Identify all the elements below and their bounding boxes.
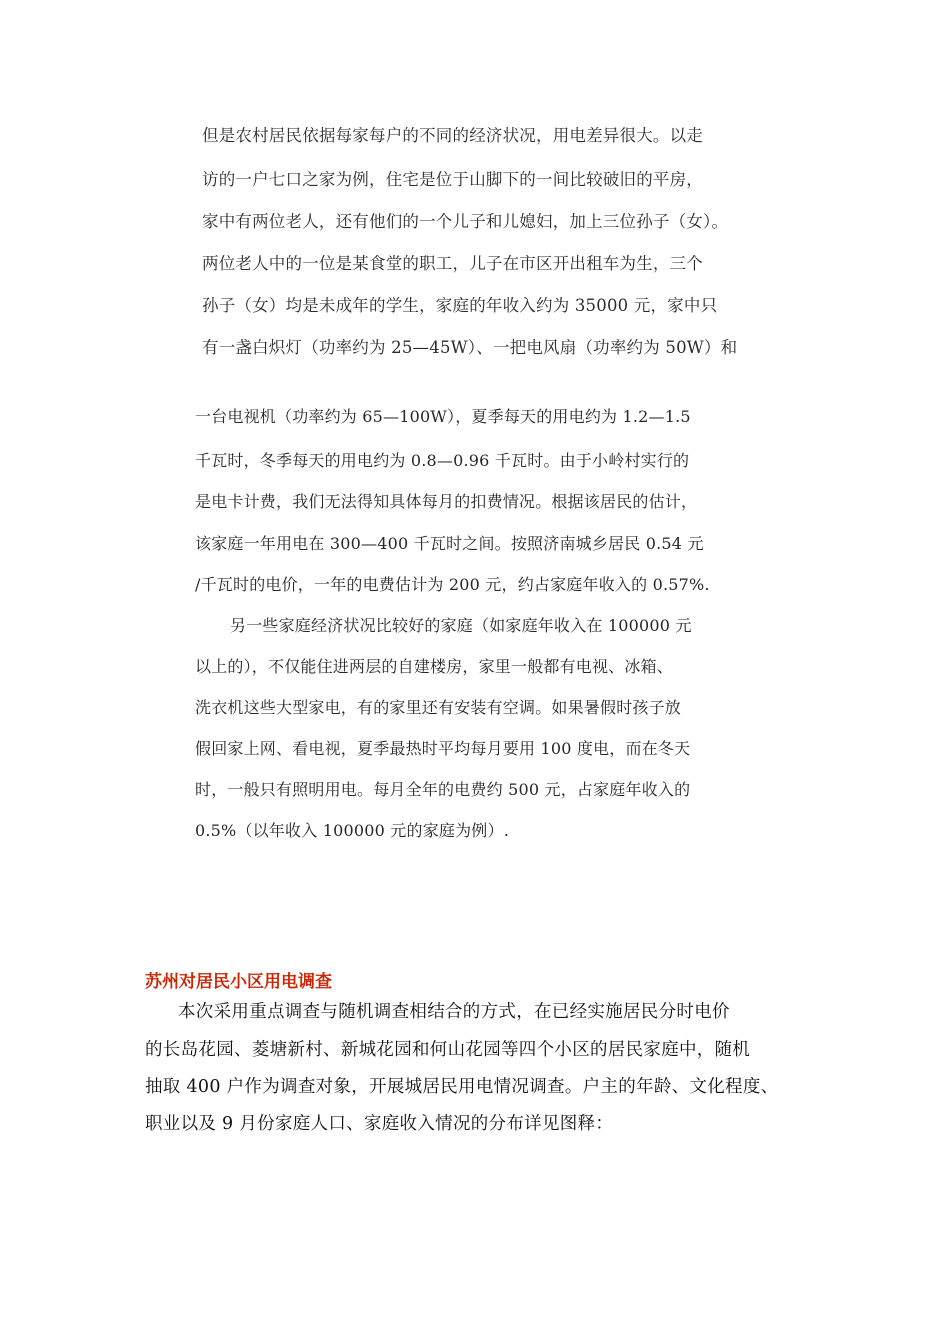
body-line-3: 抽取 400 户作为调查对象，开展城居民用电情况调查。户主的年龄、文化程度、 — [145, 1077, 779, 1097]
scan-line-4: 两位老人中的一位是某食堂的职工，儿子在市区开出租车为生，三个 — [202, 254, 703, 273]
scan-line-2: 访的一户七口之家为例，住宅是位于山脚下的一间比较破旧的平房， — [202, 170, 703, 189]
body-line-4: 职业以及 9 月份家庭人口、家庭收入情况的分布详见图释： — [145, 1114, 614, 1134]
scan-line-1: 但是农村居民依据每家每户的不同的经济状况，用电差异很大。以走 — [202, 126, 703, 145]
scan-line-5: 孙子（女）均是未成年的学生，家庭的年收入约为 35000 元，家中只 — [202, 296, 718, 315]
body-line-1: 本次采用重点调查与随机调查相结合的方式，在已经实施居民分时电价 — [178, 1002, 730, 1022]
scan-line-6: 有一盏白炽灯（功率约为 25—45W）、一把电风扇（功率约为 50W）和 — [202, 338, 738, 357]
scan-line-8: 千瓦时，冬季每天的用电约为 0.8—0.96 千瓦时。由于小岭村实行的 — [195, 451, 690, 470]
scan-line-11: /千瓦时的电价，一年的电费估计为 200 元，约占家庭年收入的 0.57%. — [195, 575, 710, 594]
scan-line-7: 一台电视机（功率约为 65—100W），夏季每天的用电约为 1.2—1.5 — [195, 407, 691, 426]
scan-line-13: 以上的），不仅能住进两层的自建楼房，家里一般都有电视、冰箱、 — [195, 657, 674, 676]
scan-line-15: 假回家上网、看电视，夏季最热时平均每月要用 100 度电，而在冬天 — [195, 739, 691, 758]
scan-line-12: 另一些家庭经济状况比较好的家庭（如家庭年收入在 100000 元 — [230, 616, 692, 635]
scan-line-9: 是电卡计费，我们无法得知具体每月的扣费情况。根据该居民的估计， — [195, 492, 698, 511]
body-line-2: 的长岛花园、菱塘新村、新城花园和何山花园等四个小区的居民家庭中，随机 — [145, 1040, 751, 1060]
scan-line-14: 洗衣机这些大型家电，有的家里还有安装有空调。如果暑假时孩子放 — [195, 698, 682, 717]
scan-line-17: 0.5%（以年收入 100000 元的家庭为例）. — [195, 821, 509, 840]
scan-line-3: 家中有两位老人，还有他们的一个儿子和儿媳妇，加上三位孙子（女）。 — [202, 212, 729, 231]
section-title: 苏州对居民小区用电调查 — [145, 972, 332, 992]
scan-line-16: 时，一般只有照明用电。每月全年的电费约 500 元，占家庭年收入的 — [195, 780, 691, 799]
scan-line-10: 该家庭一年用电在 300—400 千瓦时之间。按照济南城乡居民 0.54 元 — [195, 534, 704, 553]
